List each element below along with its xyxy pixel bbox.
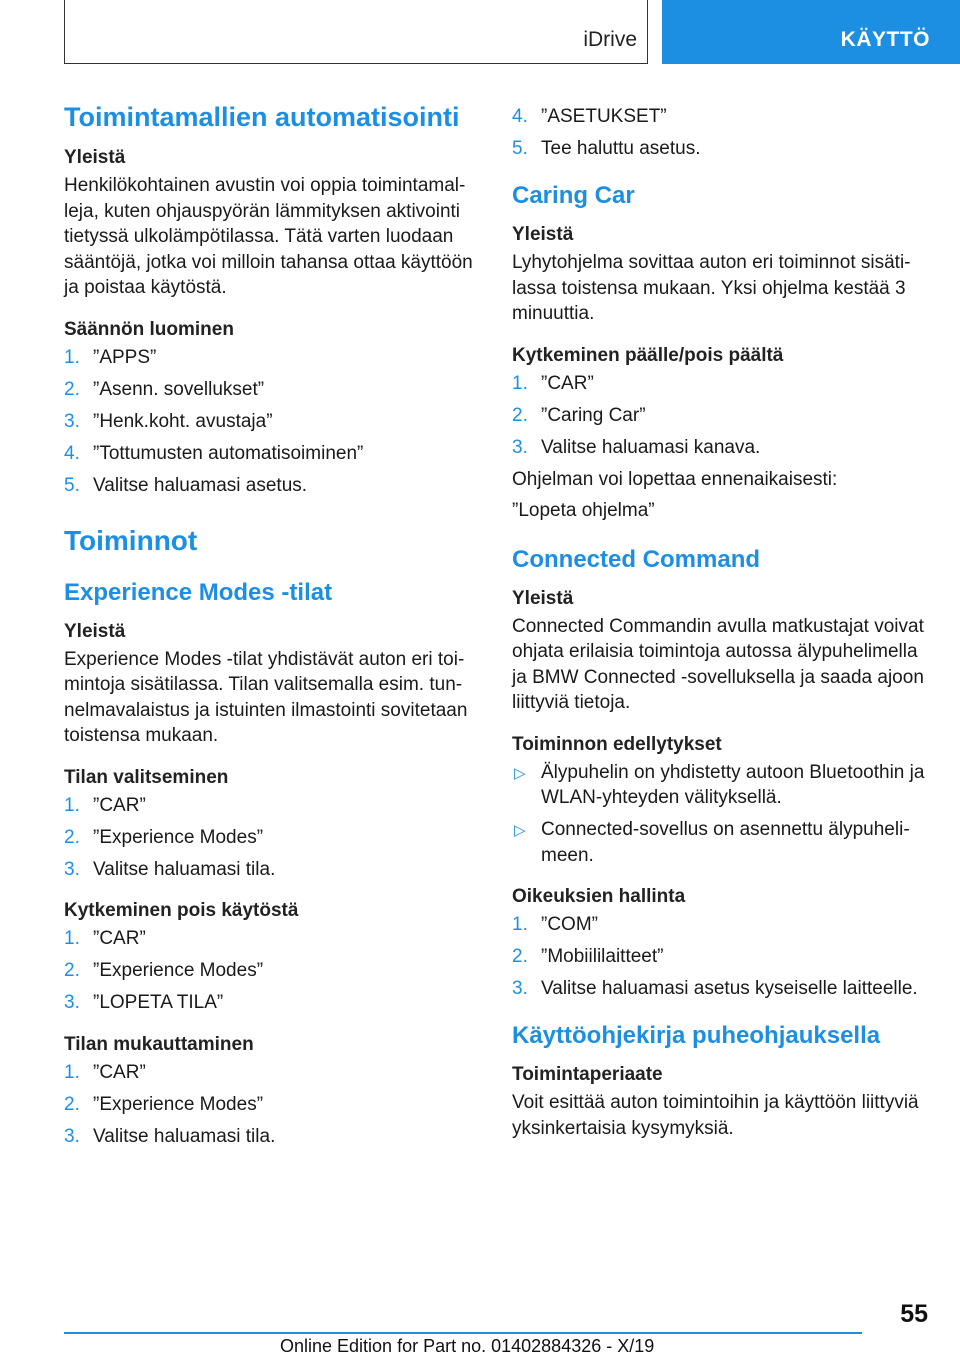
rules-steps-list [64, 345, 474, 499]
list-item: ▷ Connected-sovellus on asennettu älypuhelimeen. [514, 819, 910, 866]
voice-principle-text: Voit esittää auton toimintoihin ja käyttöön liittyviä yksinkertaisia kysymyksiä. [512, 1092, 919, 1139]
list-item: 3. Valitse haluamasi tila. [64, 1125, 276, 1147]
experience-general-heading: Yleistä [64, 620, 126, 642]
caring-stop-text: Ohjelman voi lopettaa ennenaikaisesti: [512, 468, 838, 490]
list-item: 3. Valitse haluamasi asetus kyseiselle laitteelle. [512, 978, 918, 999]
list-item: 1. ”CAR” [64, 928, 146, 949]
turn-off-steps [64, 926, 474, 1016]
list-item: 3. Valitse haluamasi tila. [64, 858, 276, 880]
functions-title: Toiminnot [64, 524, 198, 556]
list-item: 2. ”Mobiililaitteet” [512, 946, 664, 967]
page-number: 55 [900, 1300, 928, 1328]
rights-heading: Oikeuksien hallinta [512, 886, 686, 907]
triangle-bullet-icon: ▷ [514, 764, 526, 782]
left-column [64, 100, 474, 1156]
list-item: 2. ”Experience Modes” [64, 1093, 264, 1115]
customize-steps [64, 1060, 474, 1150]
list-item: 2. ”Experience Modes” [64, 826, 264, 848]
requirements-heading: Toiminnon edellytykset [512, 733, 722, 755]
experience-title: Experience Modes -tilat [64, 578, 333, 606]
list-item: 3. ”Henk.koht. avustaja” [64, 410, 273, 432]
select-mode-heading: Tilan valitseminen [64, 766, 229, 788]
caring-car-title: Caring Car [512, 182, 635, 209]
rules-heading: Säännön luominen [64, 318, 234, 340]
voice-principle-heading: Toimintaperiaate [512, 1064, 663, 1085]
list-item: 1. ”APPS” [64, 346, 157, 368]
experience-general-text: Experience Modes -tilat yhdistävät auton eri toimintoja sisätilassa. Tilan valitsemalla esim. tunnelmavalaistus ja istuinten ilmastointi sovitetaan toistensa mukaan. [64, 648, 468, 746]
connected-general-heading: Yleistä [512, 587, 574, 609]
list-item: 3. ”LOPETA TILA” [64, 992, 224, 1013]
list-item: 4. ”Tottumusten automatisoiminen” [64, 442, 364, 464]
automation-general-heading: Yleistä [64, 147, 126, 168]
right-column [512, 100, 932, 1141]
caring-onoff-heading: Kytkeminen päälle/pois päältä [512, 344, 784, 366]
caring-general-text: Lyhytohjelma sovittaa auton eri toiminnot sisätilassa toistensa mukaan. Yksi ohjelma kestää 3 minuuttia. [512, 252, 911, 324]
header-box [64, 0, 648, 64]
automation-general-text: Henkilökohtainen avustin voi oppia toimintamalleja, kuten ohjauspyörän lämmityksen aktivointi tietyssä ulkolämpötilassa. Tätä varten luodaan sääntöjä, jotka voi milloin tahansa ottaa käyttöön ja poistaa käytöstä. [64, 175, 473, 298]
customize-heading: Tilan mukauttaminen [64, 1033, 254, 1055]
caring-onoff-steps [512, 371, 932, 461]
list-item: 4. ”ASETUKSET” [512, 106, 667, 127]
rights-steps [512, 912, 932, 1002]
list-item: ▷ Älypuhelin on yhdistetty autoon Bluetoothin ja WLAN-yhteyden välityksellä. [514, 761, 925, 808]
continued-steps [512, 104, 932, 162]
footer-divider [64, 1332, 862, 1334]
caring-stop-label: ”Lopeta ohjelma” [512, 500, 655, 521]
list-item: 1. ”CAR” [64, 794, 146, 816]
list-item: 1. ”CAR” [512, 372, 594, 394]
requirements-list [512, 760, 932, 869]
list-item: 1. ”CAR” [64, 1061, 146, 1083]
connected-command-title: Connected Command [512, 545, 761, 573]
turn-off-heading: Kytkeminen pois käytöstä [64, 900, 299, 921]
list-item: 3. Valitse haluamasi kanava. [512, 436, 761, 458]
select-mode-steps [64, 793, 474, 883]
list-item: 2. ”Experience Modes” [64, 960, 264, 981]
list-item: 2. ”Caring Car” [512, 404, 646, 426]
header-section-title: iDrive [583, 28, 637, 51]
automation-title: Toimintamallien automatisointi [64, 102, 460, 132]
footer-edition-text: Online Edition for Part no. 01402884326 - X/19 [280, 1336, 655, 1356]
caring-general-heading: Yleistä [512, 224, 574, 245]
header-chapter-tab [662, 0, 960, 64]
list-item: 2. ”Asenn. sovellukset” [64, 378, 265, 400]
list-item: 5. Tee haluttu asetus. [512, 138, 701, 159]
list-item: 5. Valitse haluamasi asetus. [64, 474, 308, 496]
voice-manual-title: Käyttöohjekirja puheohjauksella [512, 1022, 881, 1049]
list-item: 1. ”COM” [512, 914, 598, 935]
header-chapter-title: KÄYTTÖ [840, 28, 930, 51]
triangle-bullet-icon: ▷ [514, 822, 526, 839]
connected-general-text: Connected Commandin avulla matkustajat voivat ohjata erilaisia toimintoja autossa älypuhelimella ja BMW Connected -sovelluksella ja saada ajoon liittyviä tietoja. [512, 615, 924, 713]
